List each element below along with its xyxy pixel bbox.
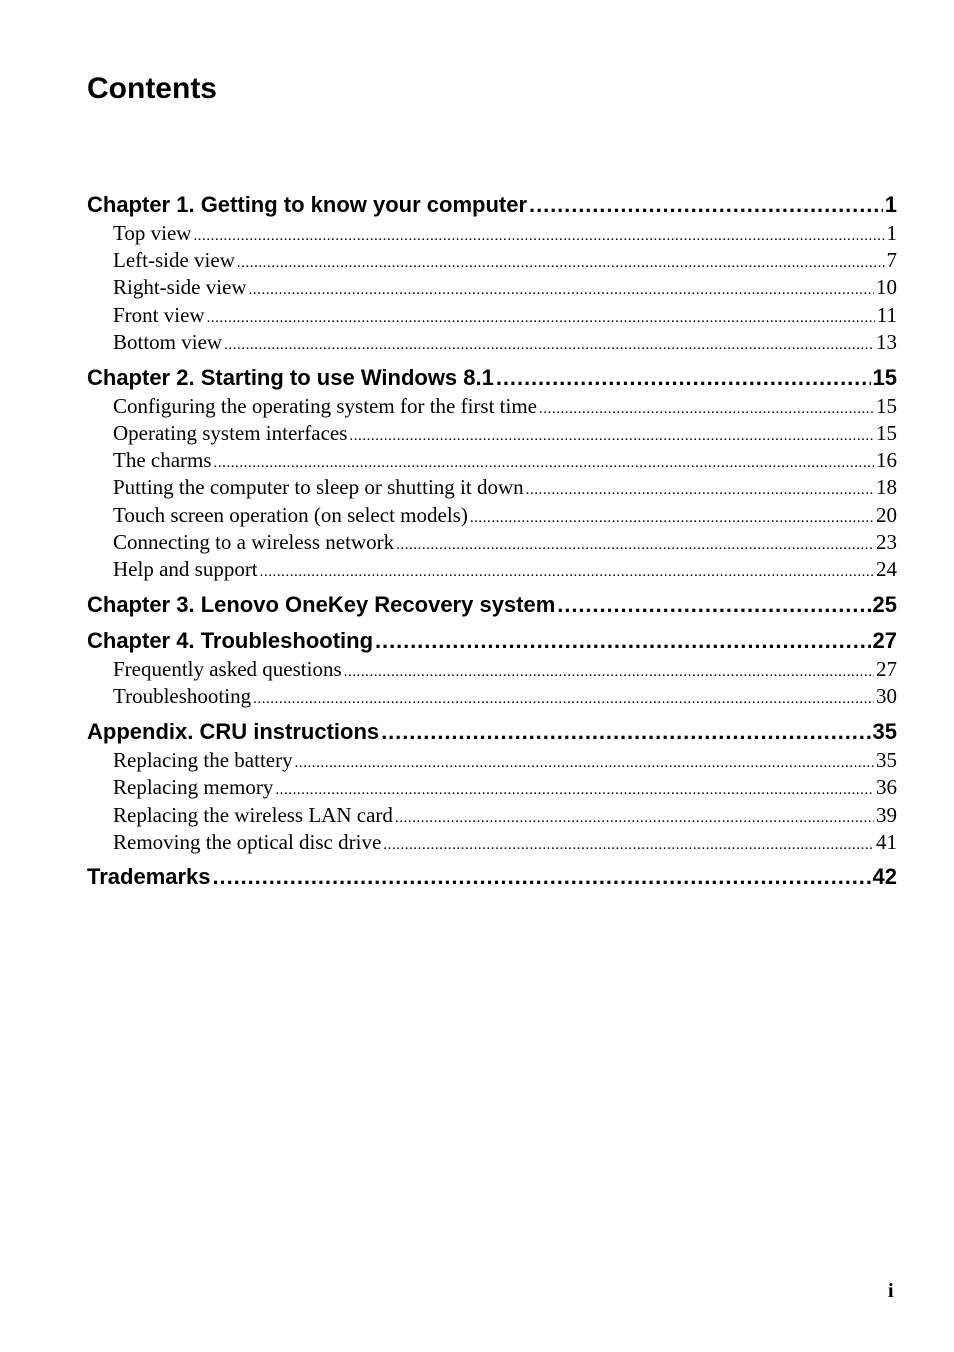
entry-label: Chapter 2. Starting to use Windows 8.1 — [87, 365, 494, 390]
entry-page: 23 — [876, 530, 897, 554]
toc-section-entry[interactable] — [113, 503, 897, 529]
entry-label: Connecting to a wireless network — [113, 530, 395, 554]
entry-label: Replacing the battery — [113, 748, 293, 772]
entry-label: Front view — [113, 303, 205, 327]
entry-page: 20 — [876, 503, 897, 527]
toc-section-entry[interactable] — [113, 684, 897, 710]
entry-label: Left-side view — [113, 248, 235, 272]
page-title: Contents — [87, 72, 217, 105]
entry-page: 35 — [872, 719, 897, 744]
dot-leader — [381, 719, 870, 745]
entry-label: Touch screen operation (on select models) — [113, 503, 468, 527]
entry-page: 7 — [886, 248, 897, 272]
entry-page: 16 — [876, 448, 897, 472]
entry-label: Right-side view — [113, 275, 247, 299]
toc-section-entry[interactable] — [113, 421, 897, 447]
entry-label: Troubleshooting — [113, 684, 252, 708]
toc-chapter-entry[interactable] — [87, 592, 897, 620]
toc-chapter-entry[interactable] — [87, 719, 897, 747]
toc-section-entry[interactable] — [113, 303, 897, 329]
entry-page: 15 — [876, 421, 897, 445]
entry-page: 41 — [876, 830, 897, 854]
entry-label: Frequently asked questions — [113, 657, 342, 681]
dot-leader — [383, 830, 874, 855]
entry-page: 25 — [872, 592, 897, 617]
entry-page: 35 — [876, 748, 897, 772]
entry-page: 15 — [876, 394, 897, 418]
dot-leader — [344, 657, 874, 682]
dot-leader — [557, 592, 870, 618]
toc-section-entry[interactable] — [113, 394, 897, 420]
toc-section-entry[interactable] — [113, 275, 897, 301]
entry-label: Removing the optical disc drive — [113, 830, 382, 854]
toc-section-entry[interactable] — [113, 557, 897, 583]
entry-label: Putting the computer to sleep or shutting it down — [113, 475, 524, 499]
dot-leader — [207, 303, 875, 328]
page-number: i — [888, 1280, 894, 1302]
toc-section-entry[interactable] — [113, 830, 897, 856]
dot-leader — [249, 275, 874, 300]
toc-chapter-entry[interactable] — [87, 365, 897, 393]
dot-leader — [496, 365, 871, 391]
entry-label: Operating system interfaces — [113, 421, 348, 445]
toc-section-entry[interactable] — [113, 221, 897, 247]
toc-section-entry[interactable] — [113, 448, 897, 474]
entry-label: Configuring the operating system for the first time — [113, 394, 537, 418]
entry-page: 15 — [872, 365, 897, 390]
dot-leader — [526, 475, 874, 500]
dot-leader — [295, 748, 874, 773]
entry-page: 42 — [872, 864, 897, 889]
entry-label: Chapter 1. Getting to know your computer — [87, 192, 528, 217]
toc-chapter-entry[interactable] — [87, 864, 897, 892]
toc-chapter-entry[interactable] — [87, 192, 897, 220]
entry-label: Replacing memory — [113, 775, 274, 799]
dot-leader — [349, 421, 874, 446]
entry-label: Chapter 3. Lenovo OneKey Recovery system — [87, 592, 556, 617]
entry-label: Chapter 4. Troubleshooting — [87, 628, 374, 653]
dot-leader — [529, 192, 883, 218]
entry-page: 27 — [872, 628, 897, 653]
toc-section-entry[interactable] — [113, 775, 897, 801]
entry-page: 1 — [886, 221, 897, 245]
entry-page: 36 — [876, 775, 897, 799]
entry-label: Help and support — [113, 557, 258, 581]
dot-leader — [395, 803, 874, 828]
entry-page: 24 — [876, 557, 897, 581]
dot-leader — [375, 628, 871, 654]
entry-page: 18 — [876, 475, 897, 499]
dot-leader — [213, 864, 871, 890]
dot-leader — [470, 503, 874, 528]
entry-page: 13 — [876, 330, 897, 354]
dot-leader — [396, 530, 874, 555]
dot-leader — [275, 775, 874, 800]
toc-section-entry[interactable] — [113, 530, 897, 556]
toc-section-entry[interactable] — [113, 475, 897, 501]
toc-section-entry[interactable] — [113, 330, 897, 356]
dot-leader — [214, 448, 874, 473]
toc-section-entry[interactable] — [113, 803, 897, 829]
entry-page: 11 — [876, 303, 897, 327]
entry-label: The charms — [113, 448, 212, 472]
dot-leader — [193, 221, 884, 246]
entry-page: 39 — [876, 803, 897, 827]
dot-leader — [237, 248, 885, 273]
toc-section-entry[interactable] — [113, 657, 897, 683]
toc-chapter-entry[interactable] — [87, 628, 897, 656]
entry-page: 10 — [876, 275, 897, 299]
entry-page: 27 — [876, 657, 897, 681]
entry-label: Bottom view — [113, 330, 223, 354]
entry-label: Trademarks — [87, 864, 211, 889]
entry-label: Top view — [113, 221, 192, 245]
toc-section-entry[interactable] — [113, 748, 897, 774]
dot-leader — [253, 684, 874, 709]
entry-page: 30 — [876, 684, 897, 708]
entry-label: Appendix. CRU instructions — [87, 719, 380, 744]
entry-page: 1 — [884, 192, 897, 217]
toc-section-entry[interactable] — [113, 248, 897, 274]
dot-leader — [539, 394, 874, 419]
dot-leader — [224, 330, 874, 355]
entry-label: Replacing the wireless LAN card — [113, 803, 393, 827]
dot-leader — [260, 557, 874, 582]
